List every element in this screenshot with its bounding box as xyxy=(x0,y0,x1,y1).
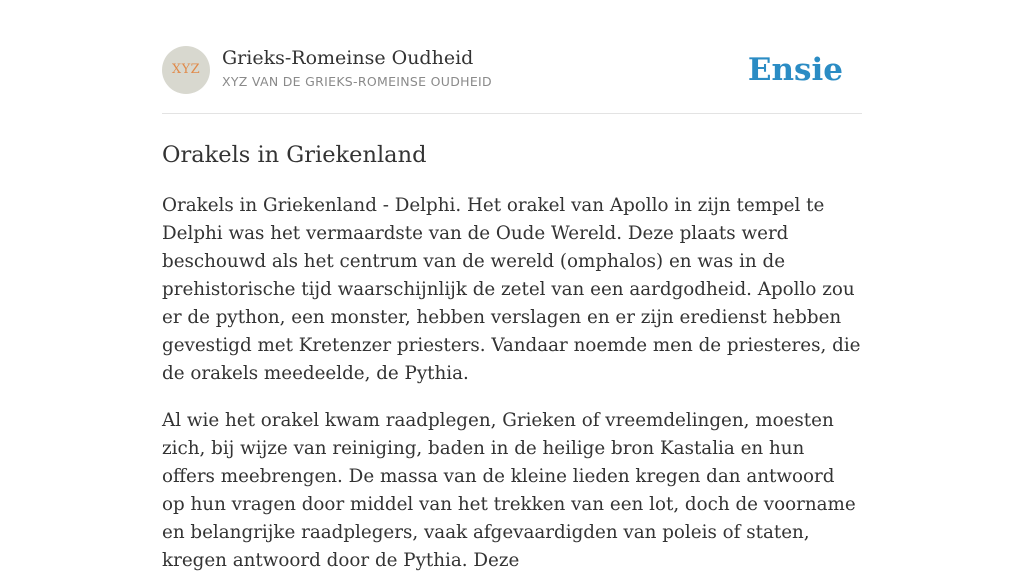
article-title: Orakels in Griekenland xyxy=(162,142,427,168)
header xyxy=(162,46,862,114)
avatar[interactable]: XYZ xyxy=(162,46,210,94)
page xyxy=(162,0,862,575)
blog-subtitle: XYZ VAN DE GRIEKS-ROMEINSE OUDHEID xyxy=(222,74,492,89)
article-paragraph: Al wie het orakel kwam raadplegen, Grieken of vreemdelingen, moesten zich, bij wijze van reiniging, baden in de heilige bron Kastalia en hun offers meebrengen. De massa van de kleine lieden kregen dan antwoord op hun vragen door middel van het trekken van een lot, doch de voorname en belangrijke raadplegers, vaak afgevaardigden van poleis of staten, kregen antwoord door de Pythia. Deze xyxy=(162,410,856,571)
blog-title[interactable]: Grieks-Romeinse Oudheid xyxy=(222,47,474,69)
article-paragraph: Orakels in Griekenland - Delphi. Het orakel van Apollo in zijn tempel te Delphi was het vermaardste van de Oude Wereld. Deze plaats werd beschouwd als het centrum van de wereld (omphalos) en was in de prehistorische tijd waarschijnlijk de zetel van een aardgodheid. Apollo zou er de python, een monster, hebben verslagen en er zijn eredienst hebben gevestigd met Kretenzer priesters. Vandaar noemde men de priesteres, die de orakels meedeelde, de Pythia. xyxy=(162,195,861,384)
ensie-logo[interactable]: Ensie xyxy=(747,52,843,88)
